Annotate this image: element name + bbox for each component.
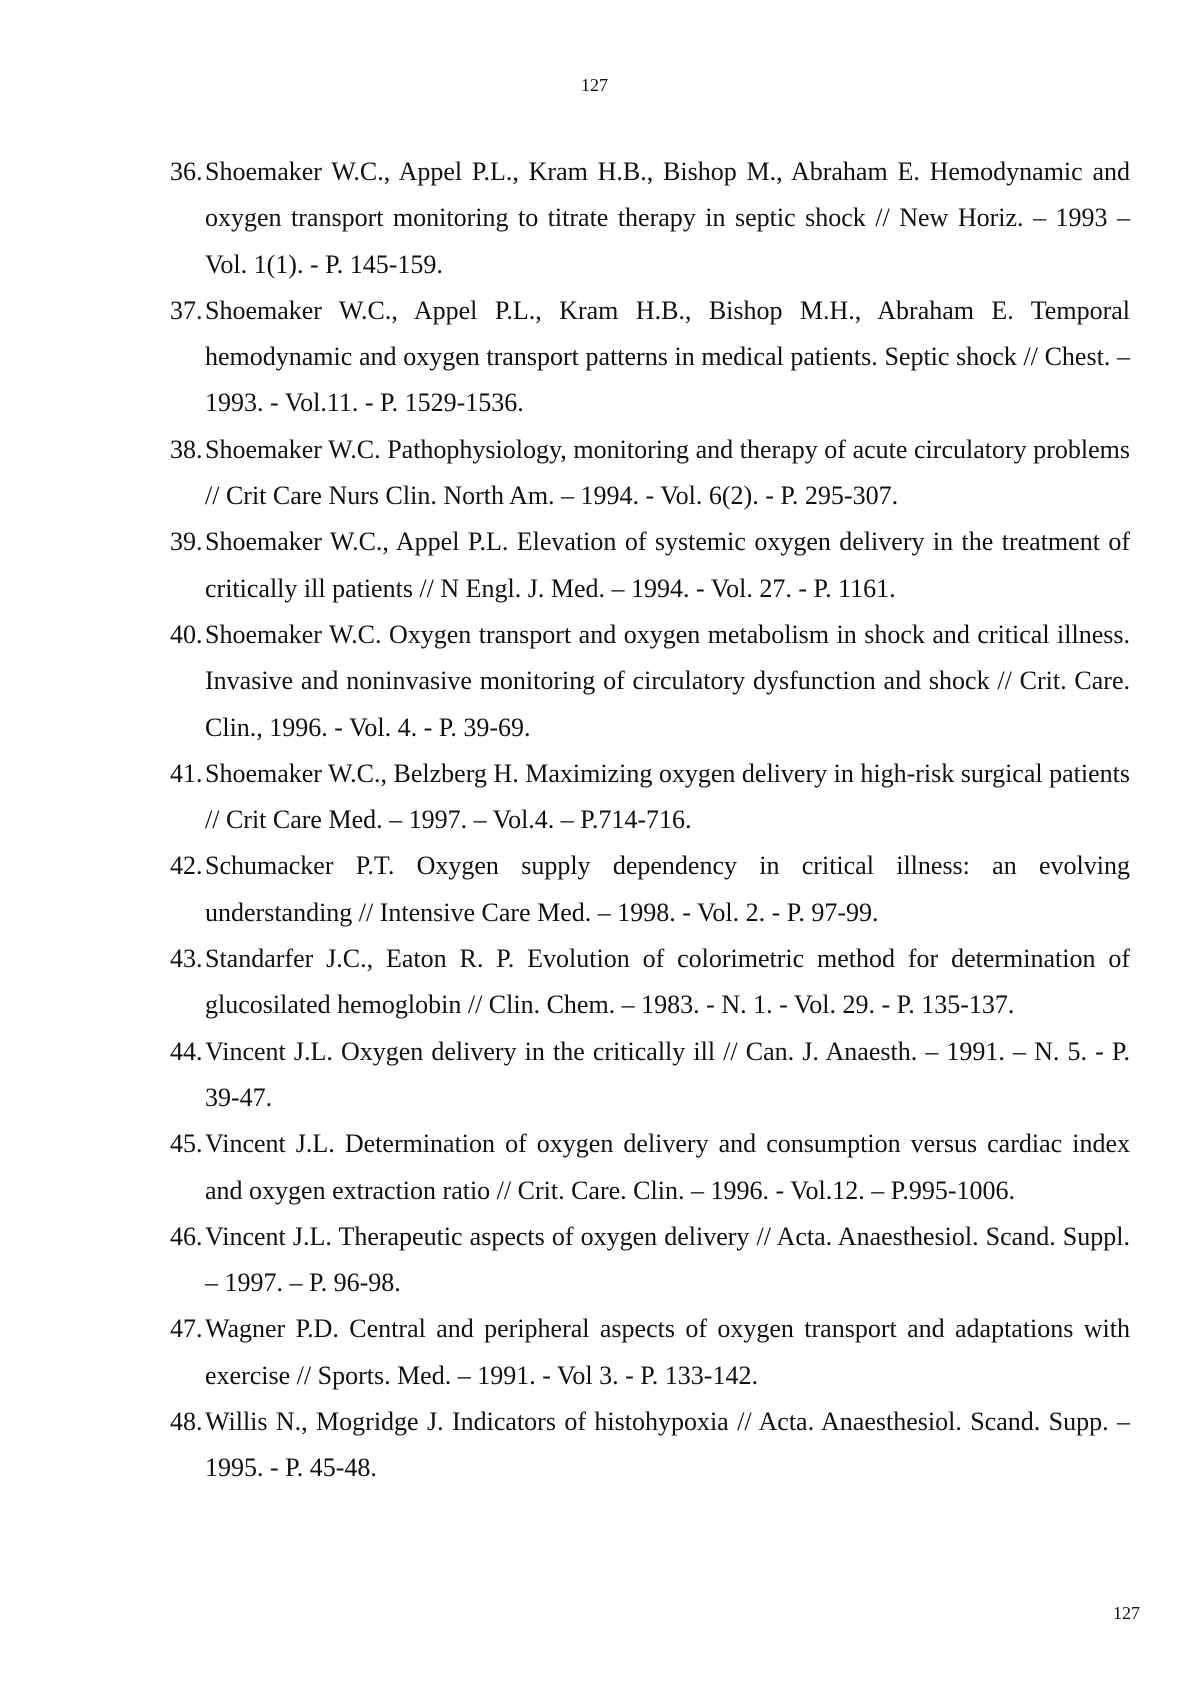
reference-item <box>170 936 1130 1029</box>
reference-item <box>170 1306 1130 1399</box>
reference-text: Vincent J.L. Therapeutic aspects of oxygen delivery // Acta. Anaesthesiol. Scand. Suppl. – 1997. – P. 96-98. <box>205 1221 1130 1298</box>
reference-text: Willis N., Mogridge J. Indicators of histohypoxia // Acta. Anaesthesiol. Scand. Supp. – 1995. - P. 45-48. <box>205 1407 1130 1483</box>
reference-number: 36. <box>170 157 203 186</box>
reference-number: 41. <box>170 758 203 788</box>
reference-text: Shoemaker W.C. Oxygen transport and oxygen metabolism in shock and critical illness. Invasive and noninvasive monitoring of circulatory dysfunction and shock // Crit. Care. Clin., 1996. - Vol. 4. - P. 39-69. <box>205 619 1130 742</box>
reference-item <box>170 843 1130 936</box>
reference-item <box>170 288 1130 427</box>
reference-list <box>170 149 1130 1492</box>
reference-number: 37. <box>170 295 203 325</box>
reference-text: Standarfer J.C., Eaton R. P. Evolution of colorimetric method for determination of glucosilated hemoglobin // Clin. Chem. – 1983. - N. 1. - Vol. 29. - P. 135-137. <box>205 944 1130 1020</box>
reference-number: 43. <box>170 944 203 974</box>
reference-text: Shoemaker W.C., Appel P.L., Kram H.B., Bishop M., Abraham E. Hemodynamic and oxygen transport monitoring to titrate therapy in septic shock // New Horiz. – 1993 – Vol. 1(1). - P. 145-159. <box>205 157 1130 279</box>
reference-item <box>170 149 1130 288</box>
reference-number: 44. <box>170 1036 203 1066</box>
reference-item <box>170 751 1130 844</box>
reference-text: Shoemaker W.C., Belzberg H. Maximizing oxygen delivery in high-risk surgical patients // Crit Care Med. – 1997. – Vol.4. – P.714-716. <box>205 758 1130 835</box>
reference-item <box>170 1214 1130 1307</box>
reference-item <box>170 1029 1130 1122</box>
page-number-bottom: 127 <box>1113 1603 1140 1623</box>
reference-text: Schumacker P.T. Oxygen supply dependency in critical illness: an evolving understanding // Intensive Care Med. – 1998. - Vol. 2. - P. 97-99. <box>205 851 1130 927</box>
reference-number: 48. <box>170 1407 203 1437</box>
reference-number: 46. <box>170 1221 203 1251</box>
reference-number: 40. <box>170 619 203 649</box>
reference-item <box>170 1121 1130 1214</box>
reference-item <box>170 519 1130 612</box>
reference-number: 47. <box>170 1314 203 1344</box>
reference-text: Vincent J.L. Determination of oxygen delivery and consumption versus cardiac index and oxygen extraction ratio // Crit. Care. Clin. – 1996. - Vol.12. – P.995-1006. <box>205 1129 1130 1205</box>
reference-text: Shoemaker W.C., Appel P.L. Elevation of systemic oxygen delivery in the treatment of critically ill patients // N Engl. J. Med. – 1994. - Vol. 27. - P. 1161. <box>205 527 1130 603</box>
reference-text: Shoemaker W.C., Appel P.L., Kram H.B., Bishop M.H., Abraham E. Temporal hemodynamic and oxygen transport patterns in medical patients. Septic shock // Chest. – 1993. - Vol.11. - P. 1529-1536. <box>205 295 1130 418</box>
reference-text: Shoemaker W.C. Pathophysiology, monitoring and therapy of acute circulatory problems // Crit Care Nurs Clin. North Am. – 1994. - Vol. 6(2). - P. 295-307. <box>205 434 1130 511</box>
reference-number: 38. <box>170 434 203 464</box>
reference-number: 45. <box>170 1129 203 1159</box>
reference-number: 39. <box>170 527 203 557</box>
reference-text: Vincent J.L. Oxygen delivery in the critically ill // Can. J. Anaesth. – 1991. – N. 5. - P. 39-47. <box>205 1036 1130 1112</box>
reference-item <box>170 427 1130 520</box>
reference-text: Wagner P.D. Central and peripheral aspects of oxygen transport and adaptations with exercise // Sports. Med. – 1991. - Vol 3. - P. 133-142. <box>205 1314 1130 1390</box>
page-number-top: 127 <box>581 75 608 95</box>
reference-item <box>170 1399 1130 1492</box>
reference-number: 42. <box>170 851 203 881</box>
reference-item <box>170 612 1130 751</box>
